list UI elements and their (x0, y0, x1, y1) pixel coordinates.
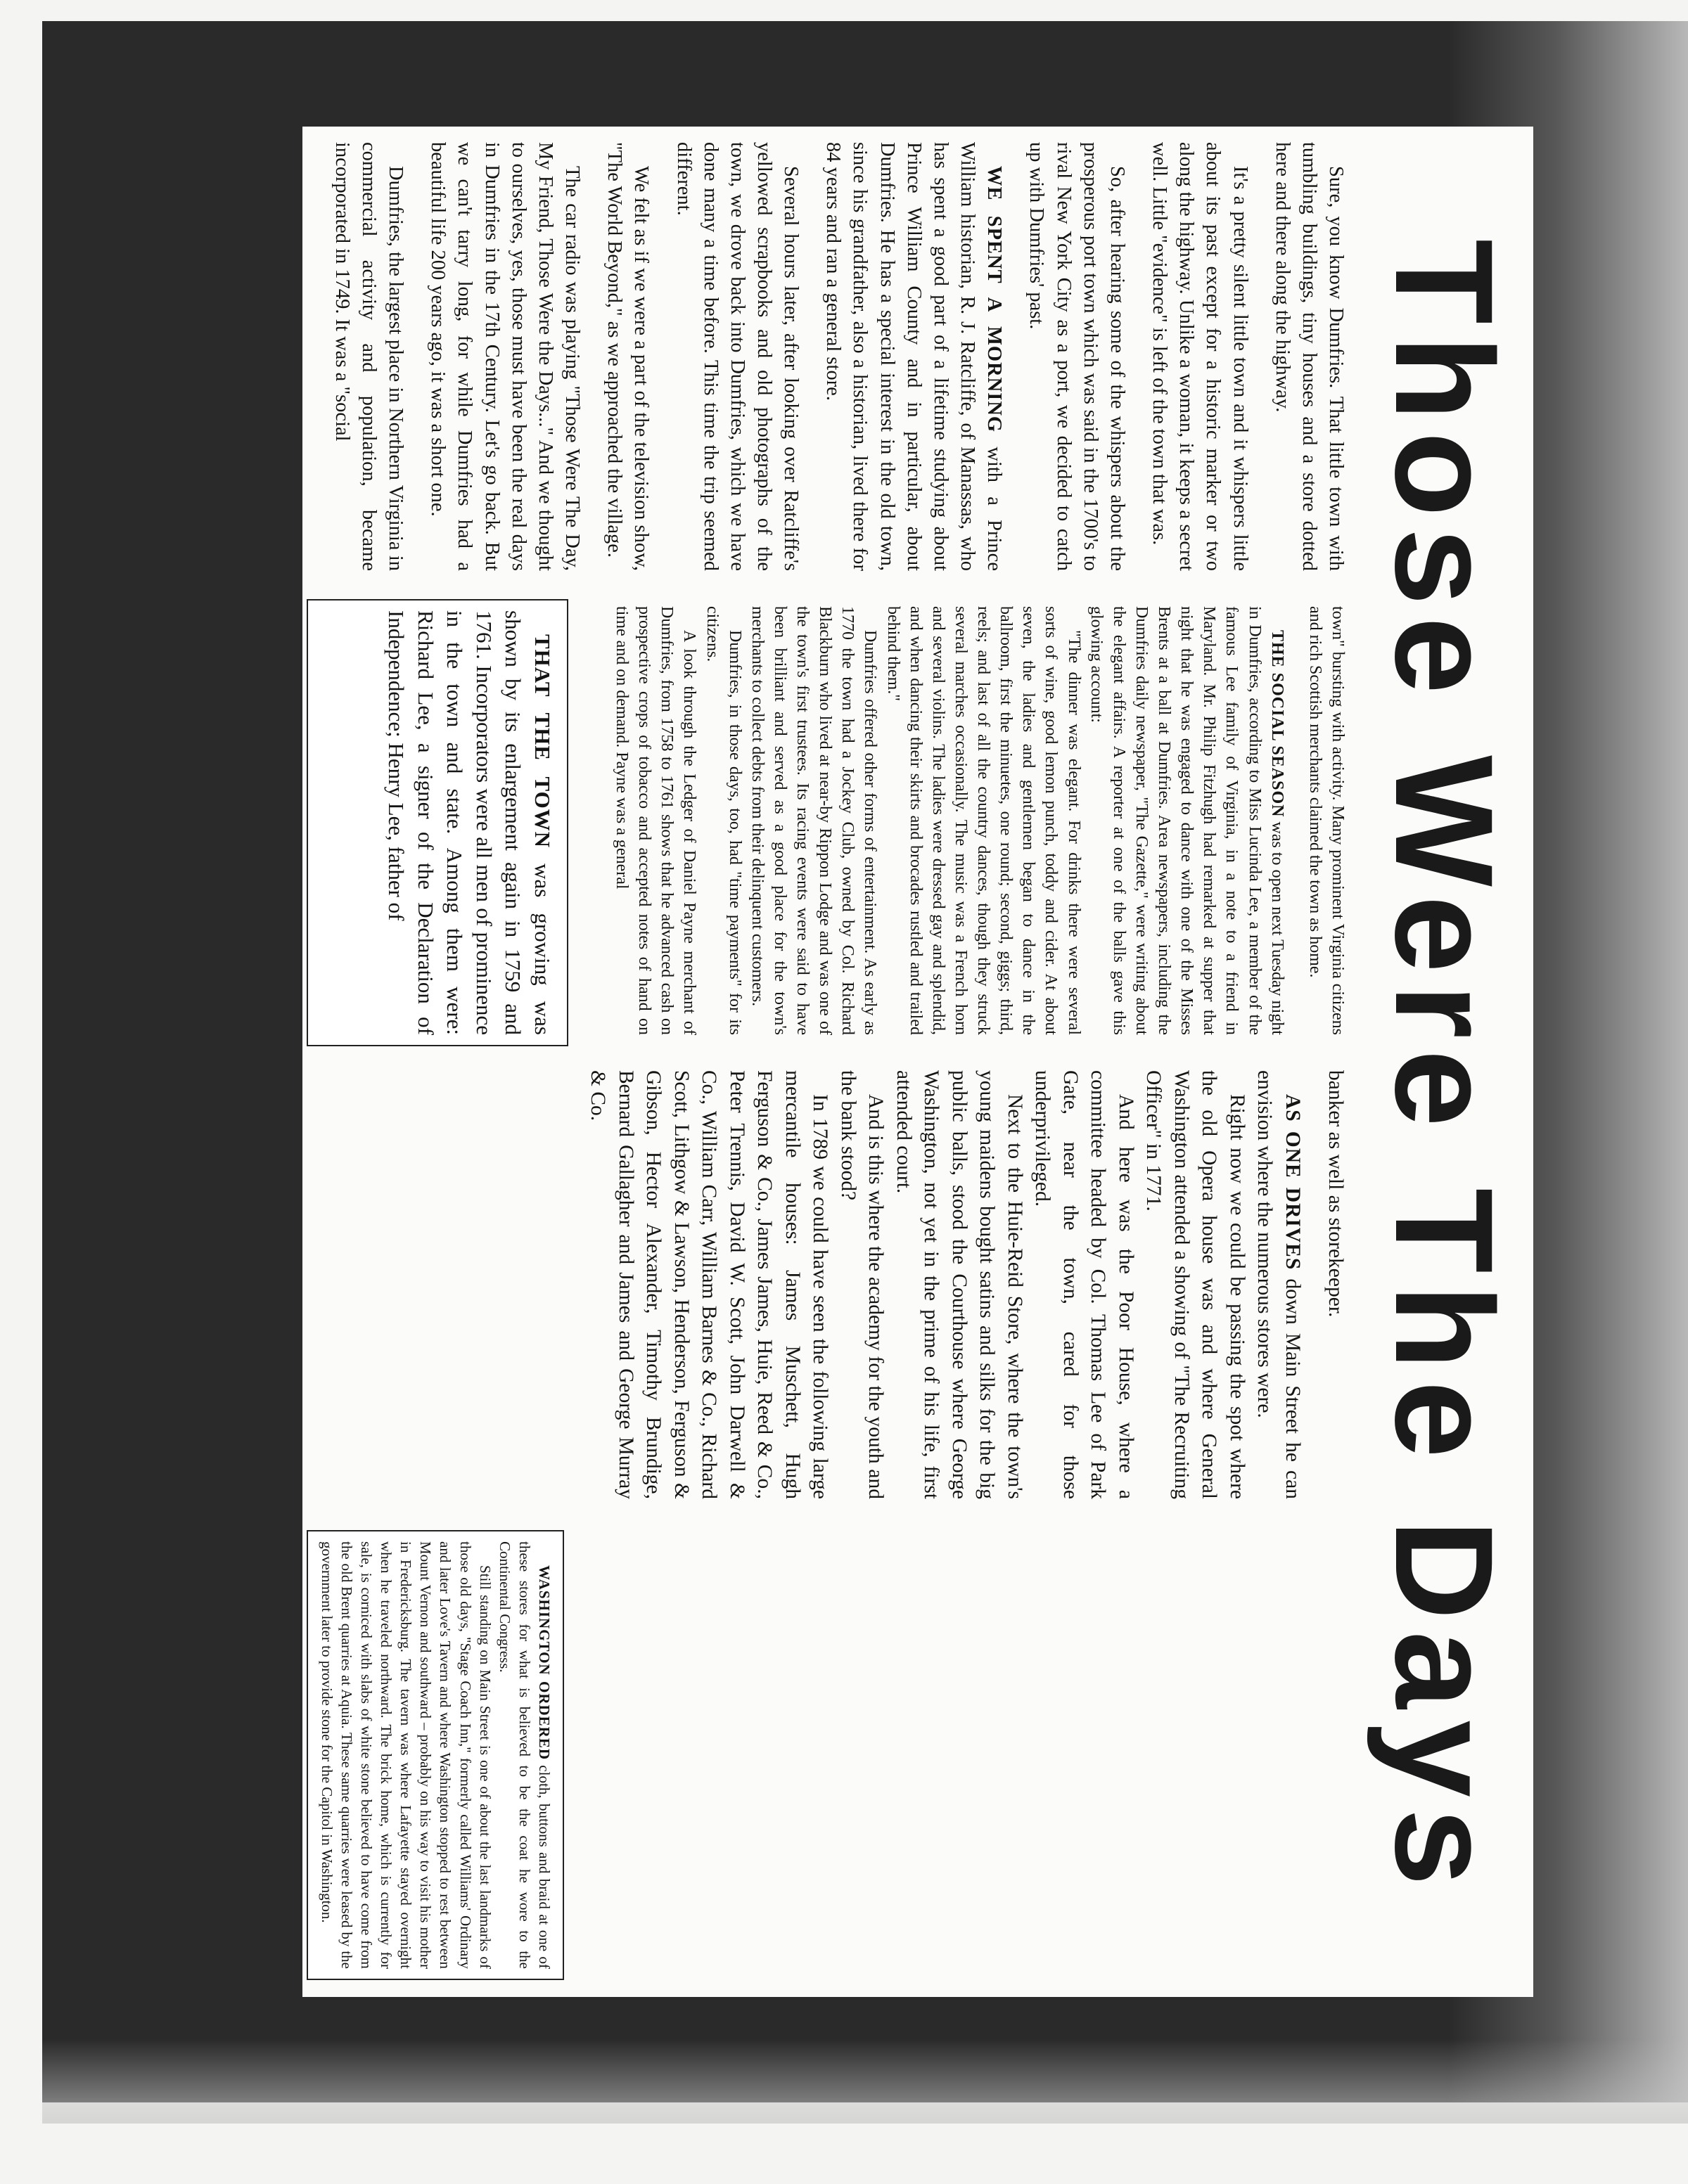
paragraph: Still standing on Main Street is one of about the last landmarks of those old days, "Stage Coach Inn," formerly called Williams' Ordinary and later Love's Tavern and where Washington stopped to rest between Mount Vernon and southward – probably on his way to visit his mother in Fredericksburg. The tavern was where Lafayette stayed overnight when he traveled northward. The brick home, which is currently for sale, is corniced with slabs of white stone believed to have come from the old Brent quarries at Aquia. These same quarries were leased by the government later to provide stone for the Capitol in Washington. (318, 1541, 494, 1969)
paragraph: In 1789 we could have seen the following large mercantile houses: James Muschett, Hugh Ferguson & Co., James James, Huie, Reed & Co., Peter Trennis, David W. Scott, John Darwell & Co., William Carr, William Barnes & Co., Richard Scott, Lithgow & Lawson, Henderson, Ferguson & Gibson, Hector Alexander, Timothy Brundige, Bernard Gallagher and James and George Murray & Co. (587, 1070, 832, 1499)
paragraph (495, 1541, 554, 1969)
paragraph: Dumfries offered other forms of entertainment. As early as 1770 the town had a Jockey Club, owned by Col. Richard Blackburn who lived at near-by Rippon Lodge and was one of the town's first trustees. Its racing events were said to have been brilliant and served as a good place for the town's merchants to collect debts from their delinquent customers. (748, 606, 880, 1035)
paragraph: The car radio was playing "Those Were The Day, My Friend, Those Were the Days..." And we thought to ourselves, yes, those must have been the real days in Dumfries in the 17th Century. Let's go back. But we can't tarry long, for while Dumfries had a beautiful life 200 years ago, it was a short one. (427, 142, 584, 571)
paragraph-text: was to open next Tuesday night in Dumfries, according to Miss Lucinda Lee, a member of the famous Lee family of Virginia, in a note to a friend in Maryland. Mr. Philip Fitzhugh had remarked at supper that night that he was engaged to dance with one of the Misses Brents at a ball at Dumfries. Area newspapers, including the Dumfries daily newspaper, "The Gazette," were writing about the elegant affairs. A reporter at one of the balls gave this glowing account: (1087, 606, 1286, 1035)
paragraph-text: cloth, buttons and braid at one of these stores for what is believed to be the coat he wore to the Continental Congress. (496, 1541, 553, 1969)
section-lead: THE SOCIAL SEASON (1267, 630, 1286, 818)
paragraph-text: down Main Street he can envision where the numerous stores were. (1253, 1070, 1304, 1499)
section-lead: AS ONE DRIVES (1281, 1094, 1304, 1271)
paragraph (1251, 1070, 1306, 1499)
photocopy-bottom-fade (42, 2039, 1688, 2124)
paragraph: Right now we could be passing the spot where the old Opera house was and where General Washington attended a showing of "The Recruiting Officer" in 1771. (1142, 1070, 1248, 1499)
column-1 (328, 142, 1349, 571)
paragraph: We felt as if we were a part of the television show, "The World Beyond," as we approached the village. (603, 142, 653, 571)
column-2 (610, 606, 1349, 1035)
paragraph (819, 142, 1007, 571)
clipping-washington-ordered (307, 1530, 564, 1980)
paragraph: It's a pretty silent little town and it whispers little about its past except for a historic marker or two along the highway. Unlike a woman, it keeps a secret well. Little "evidence" is left of the town that was. (1149, 142, 1251, 571)
section-lead: THAT THE TOWN (530, 634, 555, 849)
paragraph: Dumfries, in those days, too, had "time payments" for its citizens. (703, 606, 744, 1035)
section-lead: WASHINGTON ORDERED (536, 1565, 553, 1761)
paragraph: And is this where the academy for the youth and the bank stood? (836, 1070, 888, 1499)
paragraph: A look through the Ledger of Daniel Payne merchant of Dumfries, from 1758 to 1761 shows that he advanced cash on prospective crops of tobacco and accepted notes of hand on time and on demand. Payne was a general (613, 606, 699, 1035)
column-3 (584, 1070, 1349, 1499)
paragraph: Several hours later, after looking over Ratcliffe's yellowed scrapbooks and old photographs of the town, we drove back into Dumfries, which we have done many a time before. This time the trip seemed different. (672, 142, 803, 571)
paragraph: Next to the Huie-Reid Store, where the town's young maidens bought satins and silks for the big public balls, stood the Courthouse where George Washington, not yet in the prime of his life, first attended court. (892, 1070, 1026, 1499)
paragraph: town" bursting with activity. Many prominent Virginia citizens and rich Scottish merchants claimed the town as home. (1305, 606, 1347, 1035)
newspaper-clipping (302, 127, 1533, 1997)
paragraph (1085, 606, 1289, 1035)
paragraph (382, 610, 557, 1035)
paragraph-text: was growing was shown by its enlargement again in 1759 and 1761. Incorporators were all men of prominence in the town and state. Among them were: Richard Lee, a signer of the Declaration of Independence; Henry Lee, father of (384, 610, 555, 1035)
paragraph: banker as well as storekeeper. (1324, 1070, 1347, 1318)
paragraph: Sure, you know Dumfries. That little town with tumbling buildings, tiny houses and a store dotted here and there along the highway. (1271, 142, 1347, 571)
paragraph: Dumfries, the largest place in Northern Virginia in commercial activity and population, became incorporated in 1749. It was a "social (331, 142, 407, 571)
paragraph: "The dinner was elegant. For drinks there were several sorts of wine, good lemon punch, toddy and cider. At about seven, the ladies and gentlemen began to dance in the ballroom, first the minuetes, one round; second, giggs; third, reels; and last of all the country dances, though they struck several marches occasionally. The music was a French horn and several violins. The ladies were dressed gay and splendid, and when dancing their skirts and brocades rustled and trailed behind them." (883, 606, 1083, 1035)
paragraph-text: with a Prince William historian, R. J. Ratcliffe, of Manassas, who has spent a good part of a lifetime studying about Prince William County and in particular, about Dumfries. He has a special interest in the old town, since his grandfather, also a historian, lived there for 84 years and ran a general store. (822, 142, 1006, 571)
headline: Those Were The Days (1367, 239, 1522, 1898)
paragraph: And here was the Poor House, where a committee headed by Col. Thomas Lee of Park Gate, near the town, cared for those underprivileged. (1031, 1070, 1137, 1499)
clipping-that-the-town (307, 599, 568, 1046)
paragraph: So, after hearing some of the whispers about the prosperous port town which was said in the 1700's to rival New York City as a port, we decided to catch up with Dumfries' past. (1025, 142, 1128, 571)
section-lead: WE SPENT A MORNING (983, 166, 1006, 433)
